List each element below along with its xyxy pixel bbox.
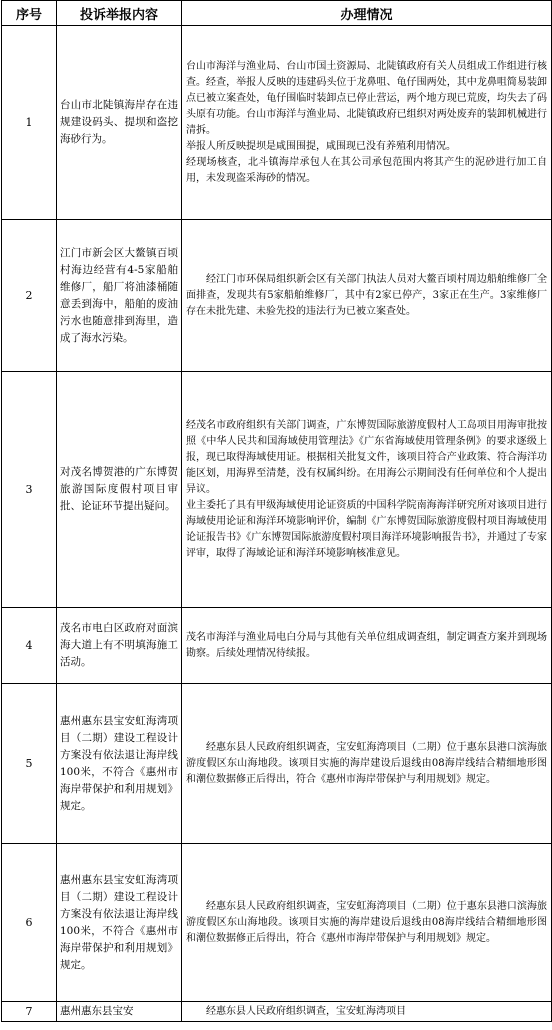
complaint-cell: 惠州惠东县宝安虹海湾项目（二期）建设工程设计方案没有依法退让海岸线100米，不符合《惠州市海岸带保护和利用规划》规定。 (57, 844, 182, 1002)
row-number: 1 (2, 26, 57, 220)
handling-paragraph: 经惠东县人民政府组织调查，宝安虹海湾项目 (206, 1005, 406, 1017)
handling-paragraph: 经惠东县人民政府组织调查，宝安虹海湾项目（二期）位于惠东县港口滨海旅游度假区东山海地段。该项目实施的海岸建设后退线由08海岸线结合精细地形图和潮位数据修正后得出，符合《惠州市海岸带保护与利用规划》规定。 (186, 741, 547, 785)
handling-cell (182, 220, 552, 372)
complaint-cell: 惠州惠东县宝安虹海湾项目（二期）建设工程设计方案没有依法退让海岸线100米，不符合《惠州市海岸带保护和利用规划》规定。 (57, 684, 182, 844)
table-row (2, 372, 552, 608)
table-row (2, 26, 552, 220)
handling-paragraph: 经茂名市政府组织有关部门调查，广东博贺国际旅游度假村人工岛项目用海审批按照《中华人民共和国海域使用管理法》《广东省海域使用管理条例》的要求逐级上报，现已取得海域使用证。根据相关批复文件，该项目符合产业政策、符合海洋功能区划，用海界至清楚，没有权属纠纷。在用海公示期间没有任何单位和个人提出异议。 (186, 419, 547, 495)
handling-cell (182, 608, 552, 684)
table-row (2, 684, 552, 844)
header-complaint: 投诉举报内容 (57, 1, 182, 26)
complaint-cell: 茂名市电白区政府对面滨海大道上有不明填海施工活动。 (57, 608, 182, 684)
handling-cell (182, 372, 552, 608)
table-row (2, 220, 552, 372)
complaint-cell: 惠州惠东县宝安 (57, 1002, 182, 1022)
table-row (2, 1002, 552, 1022)
handling-cell (182, 684, 552, 844)
complaint-cell: 江门市新会区大鳌镇百顷村海边经营有4-5家船舶维修厂，船厂将油漆桶随意丢到海中，船舶的废油污水也随意排到海里，造成了海水污染。 (57, 220, 182, 372)
handling-cell (182, 26, 552, 220)
row-number: 5 (2, 684, 57, 844)
handling-paragraph: 经现场核查，北斗镇海岸承包人在其公司承包范围内将其产生的泥砂进行加工自用，未发现盗采海砂的情况。 (186, 156, 547, 184)
handling-paragraph: 台山市海洋与渔业局、台山市国土资源局、北陡镇政府有关人员组成工作组进行核查。经查，举报人反映的违建码头位于龙鼻咀、龟仔围两处，其中龙鼻咀简易装卸点已被立案查处，龟仔围临时装卸点已停止营运，两个地方现已荒废，均失去了码头原有功能。台山市海洋与渔业局、北陡镇政府已组织对两处废弃的装卸机械进行清拆。 (186, 60, 547, 136)
handling-paragraph: 经江门市环保局组织新会区有关部门执法人员对大鳌百顷村周边船舶维修厂全面排查，发现共有5家船舶维修厂，其中有2家已停产，3家正在生产。3家维修厂存在未批先建、未验先投的违法行为已被立案查处。 (186, 273, 547, 317)
complaint-table (1, 0, 552, 1022)
row-number: 7 (2, 1002, 57, 1022)
handling-paragraph: 经惠东县人民政府组织调查，宝安虹海湾项目（二期）位于惠东县港口滨海旅游度假区东山海地段。该项目实施的海岸建设后退线由08海岸线结合精细地形图和潮位数据修正后得出，符合《惠州市海岸带保护与利用规划》规定。 (186, 900, 547, 944)
handling-paragraph: 业主委托了具有甲级海域使用论证资质的中国科学院南海海洋研究所对该项目进行海域使用论证和海洋环境影响评价，编制《广东博贺国际旅游度假村项目海域使用论证报告书》《广东博贺国际旅游度假村项目海洋环境影响报告书》，并通过了专家评审，取得了海域论证和海洋环境影响核准意见。 (186, 499, 547, 559)
row-number: 4 (2, 608, 57, 684)
handling-paragraph: 茂名市海洋与渔业局电白分局与其他有关单位组成调查组，制定调查方案并到现场勘察。后续处理情况待续报。 (186, 631, 547, 659)
handling-cell (182, 1002, 552, 1022)
handling-paragraph: 举报人所反映提坝是咸围围提，咸围现已没有养殖利用情况。 (186, 140, 456, 152)
table-row (2, 608, 552, 684)
row-number: 2 (2, 220, 57, 372)
row-number: 6 (2, 844, 57, 1002)
row-number: 3 (2, 372, 57, 608)
header-handling: 办理情况 (182, 1, 552, 26)
header-no: 序号 (2, 1, 57, 26)
header-row (2, 1, 552, 26)
table-row (2, 844, 552, 1002)
complaint-cell: 台山市北陡镇海岸存在违规建设码头、提坝和盗挖海砂行为。 (57, 26, 182, 220)
handling-cell (182, 844, 552, 1002)
complaint-cell: 对茂名博贺港的广东博贺旅游国际度假村项目审批、论证环节提出疑问。 (57, 372, 182, 608)
